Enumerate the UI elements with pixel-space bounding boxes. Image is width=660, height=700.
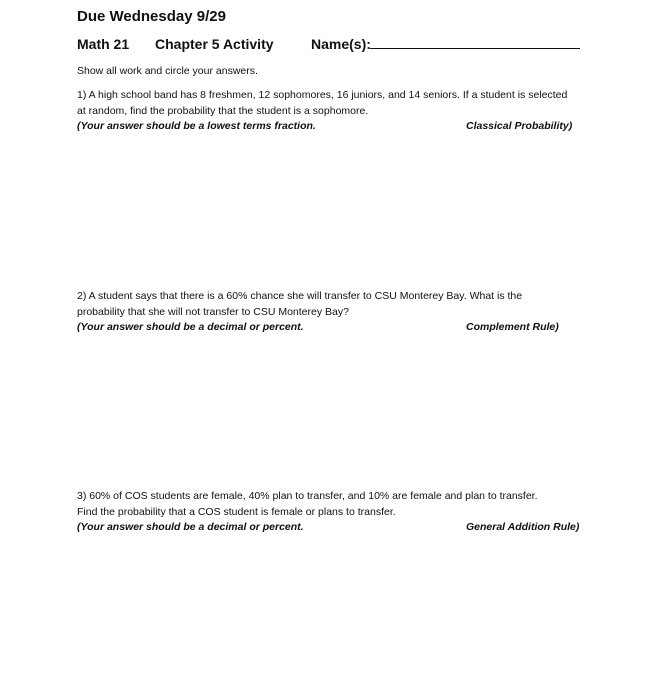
question-line: at random, find the probability that the student is a sophomore. [77, 104, 369, 117]
question-1-text [77, 88, 567, 119]
instructions-text: Show all work and circle your answers. [77, 65, 258, 77]
question-line: 3) 60% of COS students are female, 40% plan to transfer, and 10% are female and plan to transfer. [77, 490, 538, 502]
question-line: 2) A student says that there is a 60% chance she will transfer to CSU Monterey Bay. What is the [77, 290, 523, 302]
course-title: Math 21 [77, 36, 130, 52]
question-line: Find the probability that a COS student is female or plans to transfer. [77, 505, 396, 518]
due-date-heading: Due Wednesday 9/29 [77, 8, 226, 25]
question-2-work-area[interactable] [77, 341, 582, 486]
question-3-text [77, 489, 538, 520]
question-1-topic: Classical Probability) [466, 120, 573, 132]
question-line: 1) A high school band has 8 freshmen, 12 sophomores, 16 juniors, and 14 seniors. If a student is selected [77, 89, 568, 101]
names-label: Name(s): [311, 36, 371, 52]
question-1-work-area[interactable] [77, 140, 582, 285]
question-2-topic: Complement Rule) [466, 321, 559, 333]
activity-title: Chapter 5 Activity [155, 36, 274, 52]
names-blank-line[interactable] [370, 48, 580, 49]
question-3-work-area[interactable] [77, 541, 582, 691]
question-1-answer-note: (Your answer should be a lowest terms fraction. [77, 120, 316, 132]
question-3-answer-note: (Your answer should be a decimal or percent. [77, 521, 304, 533]
question-line: probability that she will not transfer to CSU Monterey Bay? [77, 305, 349, 318]
question-3-topic: General Addition Rule) [466, 521, 580, 533]
question-2-answer-note: (Your answer should be a decimal or percent. [77, 321, 304, 333]
question-2-text [77, 289, 522, 320]
